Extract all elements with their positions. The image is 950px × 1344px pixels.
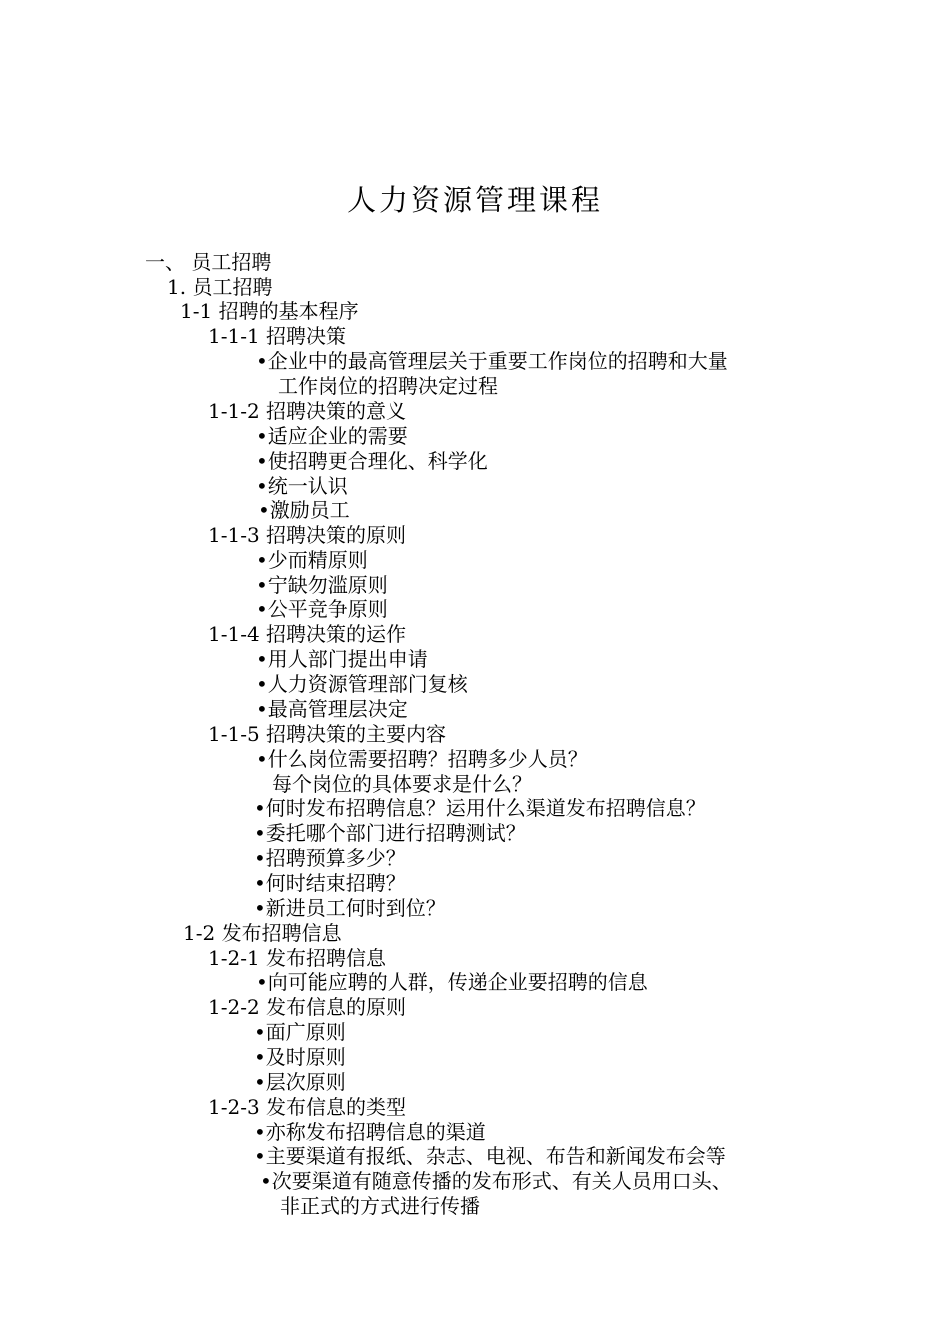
bullet-item: •公平竞争原则 [256, 597, 388, 621]
bullet-item: •主要渠道有报纸、杂志、电视、布告和新闻发布会等 [254, 1144, 726, 1168]
bullet-item: •激励员工 [258, 498, 350, 522]
bullet-item: •适应企业的需要 [256, 424, 408, 448]
heading-level-4: 1-1-2 招聘决策的意义 [208, 399, 407, 423]
bullet-item: •亦称发布招聘信息的渠道 [254, 1120, 486, 1144]
bullet-item: •及时原则 [254, 1045, 346, 1069]
bullet-item: •宁缺勿滥原则 [256, 573, 388, 597]
heading-level-4: 1-1-3 招聘决策的原则 [208, 523, 407, 547]
bullet-item: •人力资源管理部门复核 [256, 672, 468, 696]
bullet-item: •次要渠道有随意传播的发布形式、有关人员用口头、 [260, 1169, 732, 1193]
bullet-continuation: 非正式的方式进行传播 [280, 1194, 480, 1218]
heading-level-4: 1-1-4 招聘决策的运作 [208, 622, 407, 646]
bullet-continuation: 每个岗位的具体要求是什么？ [272, 772, 532, 796]
bullet-item: •用人部门提出申请 [256, 647, 428, 671]
bullet-item: •新进员工何时到位？ [254, 896, 446, 920]
bullet-item: •什么岗位需要招聘？招聘多少人员？ [256, 747, 588, 771]
bullet-item: •使招聘更合理化、科学化 [256, 449, 488, 473]
heading-level-4: 1-2-1 发布招聘信息 [208, 946, 387, 970]
bullet-item: •招聘预算多少？ [254, 846, 406, 870]
heading-level-1: 一、 员工招聘 [145, 250, 272, 274]
bullet-item: •向可能应聘的人群，传递企业要招聘的信息 [256, 970, 648, 994]
bullet-item: •层次原则 [254, 1070, 346, 1094]
heading-level-3: 1-2 发布招聘信息 [183, 921, 342, 945]
heading-level-4: 1-1-5 招聘决策的主要内容 [208, 722, 447, 746]
heading-level-2: 1. 员工招聘 [167, 275, 273, 299]
bullet-item: •少而精原则 [256, 548, 368, 572]
bullet-item: •何时发布招聘信息？运用什么渠道发布招聘信息？ [254, 796, 706, 820]
bullet-item: •企业中的最高管理层关于重要工作岗位的招聘和大量 [256, 349, 728, 373]
bullet-item: •委托哪个部门进行招聘测试？ [254, 821, 526, 845]
heading-level-3: 1-1 招聘的基本程序 [180, 299, 359, 323]
bullet-item: •面广原则 [254, 1020, 346, 1044]
bullet-continuation: 工作岗位的招聘决定过程 [278, 374, 498, 398]
heading-level-4: 1-1-1 招聘决策 [208, 324, 347, 348]
bullet-item: •何时结束招聘？ [254, 871, 406, 895]
bullet-item: •统一认识 [256, 474, 348, 498]
heading-level-4: 1-2-3 发布信息的类型 [208, 1095, 407, 1119]
document-title: 人力资源管理课程 [346, 183, 603, 217]
bullet-item: •最高管理层决定 [256, 697, 408, 721]
heading-level-4: 1-2-2 发布信息的原则 [208, 995, 407, 1019]
